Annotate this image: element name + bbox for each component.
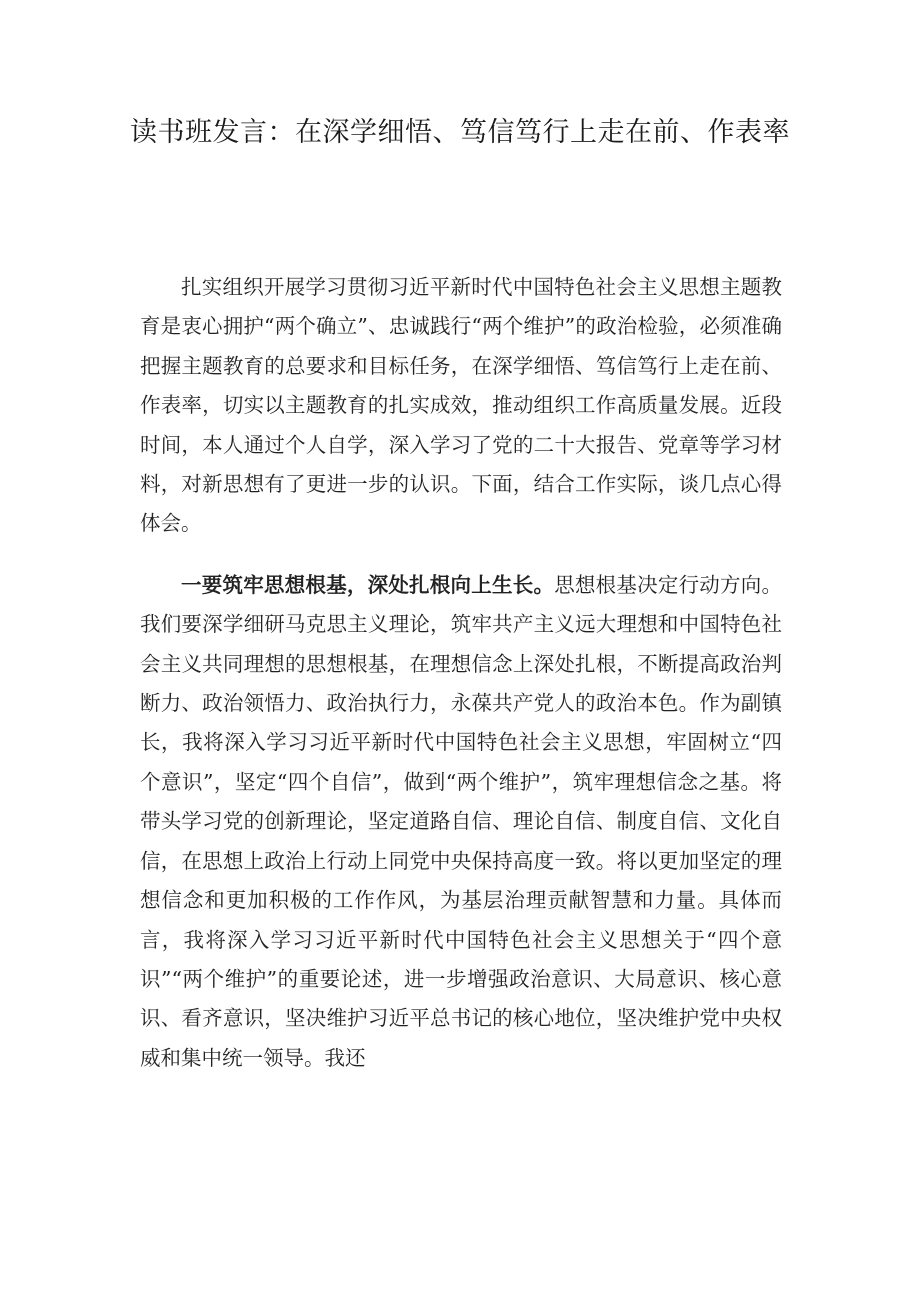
paragraph-text: 扎实组织开展学习贯彻习近平新时代中国特色社会主义思想主题教育是衷心拥护“两个确立”、忠诚践行“两个维护”的政治检验，必须准确把握主题教育的总要求和目标任务，在深学细悟、笃信笃行上走在前、作表率，切实以主题教育的扎实成效，推动组织工作高质量发展。近段时间，本人通过个人自学，深入学习了党的二十大报告、党章等学习材料，对新思想有了更进一步的认识。下面，结合工作实际，谈几点心得体会。: [140, 275, 782, 536]
paragraph-lead: 一要筑牢思想根基，深处扎根向上生长。: [181, 572, 555, 597]
document-title: 读书班发言：在深学细悟、笃信笃行上走在前、作表率: [130, 117, 790, 148]
document-body: [140, 268, 782, 1078]
paragraph-intro: [140, 268, 782, 544]
paragraph-text: 思想根基决定行动方向。我们要深学细研马克思主义理论，筑牢共产主义远大理想和中国特色社会主义共同理想的思想根基，在理想信念上深处扎根，不断提高政治判断力、政治领悟力、政治执行力，永葆共产党人的政治本色。作为副镇长，我将深入学习习近平新时代中国特色社会主义思想，牢固树立“四个意识”，坚定“四个自信”，做到“两个维护”，筑牢理想信念之基。将带头学习党的创新理论，坚定道路自信、理论自信、制度自信、文化自信，在思想上政治上行动上同党中央保持高度一致。将以更加坚定的理想信念和更加积极的工作作风，为基层治理贡献智慧和力量。具体而言，我将深入学习习近平新时代中国特色社会主义思想关于“四个意识”“两个维护”的重要论述，进一步增强政治意识、大局意识、核心意识、看齐意识，坚决维护习近平总书记的核心地位，坚决维护党中央权威和集中统一领导。我还: [140, 572, 783, 1070]
paragraph-point-one: [140, 566, 782, 1078]
